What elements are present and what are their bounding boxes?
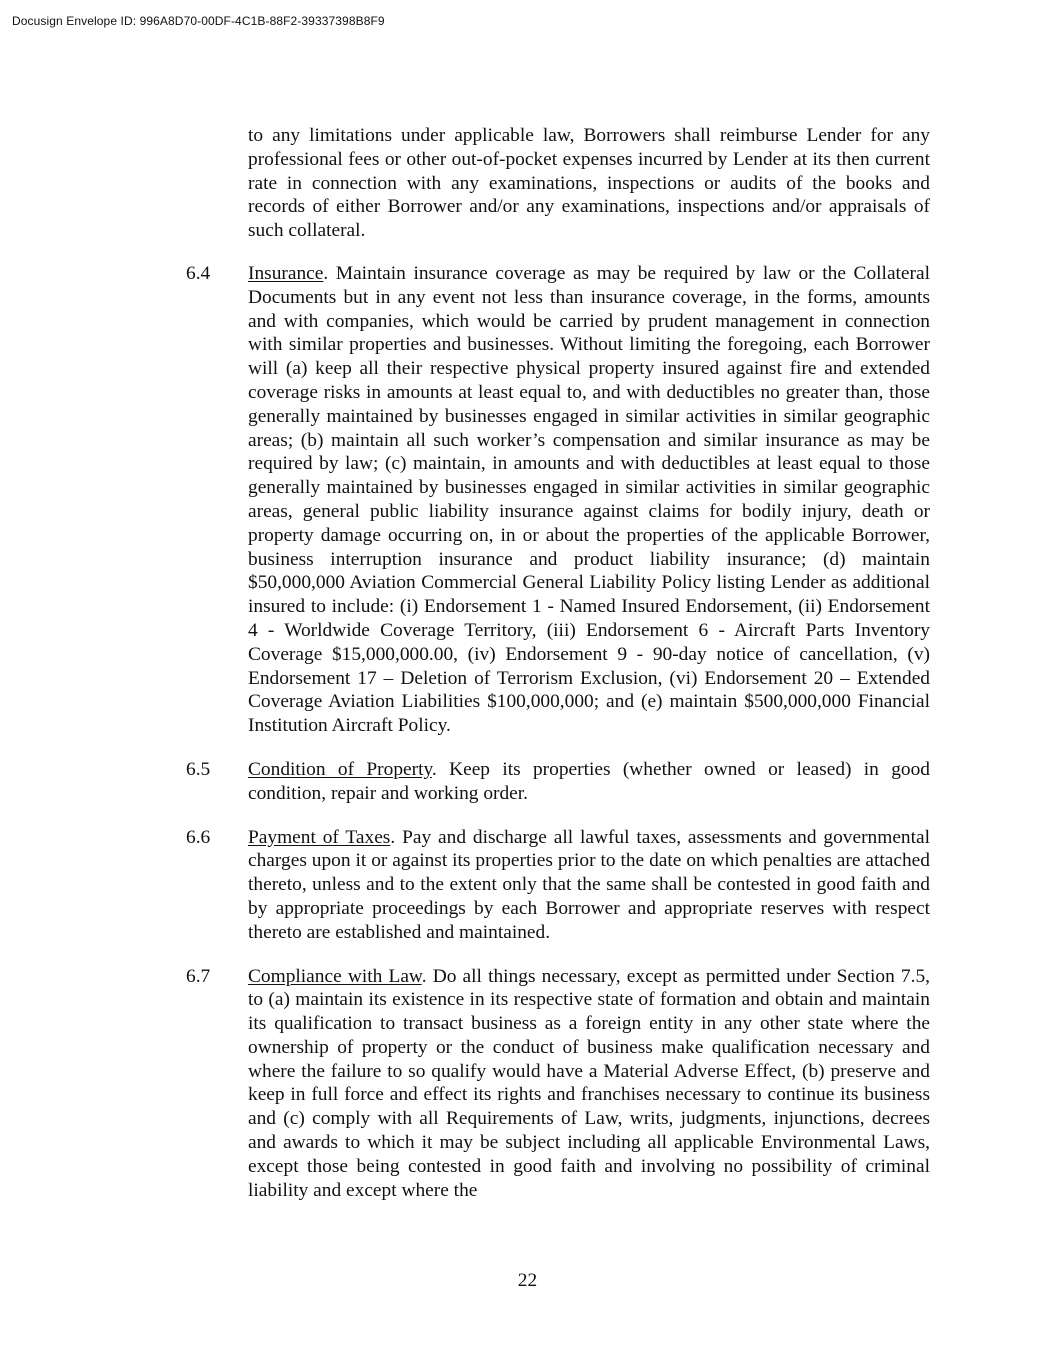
section-6-5 — [186, 758, 930, 806]
section-text: . Keep its properties (whether owned or leased) in good condition, repair and working order. — [248, 758, 930, 804]
section-body — [248, 965, 930, 1203]
section-heading: Compliance with Law — [248, 965, 422, 987]
section-number: 6.4 — [186, 262, 211, 284]
section-heading: Insurance — [248, 262, 324, 284]
section-6-4 — [186, 262, 930, 738]
section-6-7 — [186, 965, 930, 1203]
document-body — [186, 124, 930, 1222]
section-text: . Pay and discharge all lawful taxes, assessments and governmental charges upon it or against its properties prior to the date on which penalties are attached thereto, unless and to the extent only that the same shall be contested in good faith and by appropriate proceedings by each Borrower and appropriate reserves with respect thereto are established and maintained. — [248, 826, 930, 943]
section-heading: Condition of Property — [248, 758, 432, 780]
section-body — [248, 826, 930, 945]
section-number: 6.7 — [186, 965, 211, 987]
envelope-id: Docusign Envelope ID: 996A8D70-00DF-4C1B-88F2-39337398B8F9 — [12, 14, 385, 28]
section-heading: Payment of Taxes — [248, 826, 391, 848]
section-number: 6.5 — [186, 758, 211, 780]
section-body — [248, 262, 930, 738]
page-number: 22 — [517, 1270, 538, 1291]
section-body — [248, 758, 930, 806]
section-text: . Do all things necessary, except as permitted under Section 7.5, to (a) maintain its existence in its respective state of formation and obtain and maintain its qualification to transact business as a foreign entity in any other state where the ownership of property or the conduct of business make qualification necessary and where the failure to so qualify would have a Material Adverse Effect, (b) preserve and keep in full force and effect its rights and franchises necessary to continue its business and (c) comply with all Requirements of Law, writs, judgments, injunctions, decrees and awards to which it may be subject including all applicable Environmental Laws, except those being contested in good faith and involving no possibility of criminal liability and except where the — [248, 965, 931, 1201]
continuation-paragraph: to any limitations under applicable law, Borrowers shall reimburse Lender for any professional fees or other out-of-pocket expenses incurred by Lender at its then current rate in connection with any examinations, inspections or audits of the books and records of either Borrower and/or any examinations, inspections and/or appraisals of such collateral. — [248, 125, 930, 242]
section-number: 6.6 — [186, 826, 211, 848]
section-text: . Maintain insurance coverage as may be required by law or the Collateral Documents but in any event not less than insurance coverage, in the forms, amounts and with companies, which would be carried by prudent management in connection with similar properties and businesses. Without limiting the foregoing, each Borrower will (a) keep all their respective physical property insured against fire and extended coverage risks in amounts at least equal to, and with deductibles no greater than, those generally maintained by businesses engaged in similar activities in similar geographic areas; (b) maintain all such worker’s compensation and similar insurance as may be required by law; (c) maintain, in amounts and with deductibles at least equal to those generally maintained by businesses engaged in similar activities in similar geographic areas, general public liability insurance against claims for bodily injury, death or property damage occurring on, in or about the properties of the applicable Borrower, business interruption insurance and product liability insurance; (d) maintain $50,000,000 Aviation Commercial General Liability Policy listing Lender as additional insured to include: (i) Endorsement 1 - Named Insured Endorsement, (ii) Endorsement 4 - Worldwide Coverage Territory, (iii) Endorsement 6 - Aircraft Parts Inventory Coverage $15,000,000.00, (iv) Endorsement 9 - 90-day notice of cancellation, (v) Endorsement 17 – Deletion of Terrorism Exclusion, (vi) Endorsement 20 – Extended Coverage Aviation Liabilities $100,000,000; and (e) maintain $500,000,000 Financial Institution Aircraft Policy. — [248, 262, 930, 737]
section-6-6 — [186, 826, 930, 945]
